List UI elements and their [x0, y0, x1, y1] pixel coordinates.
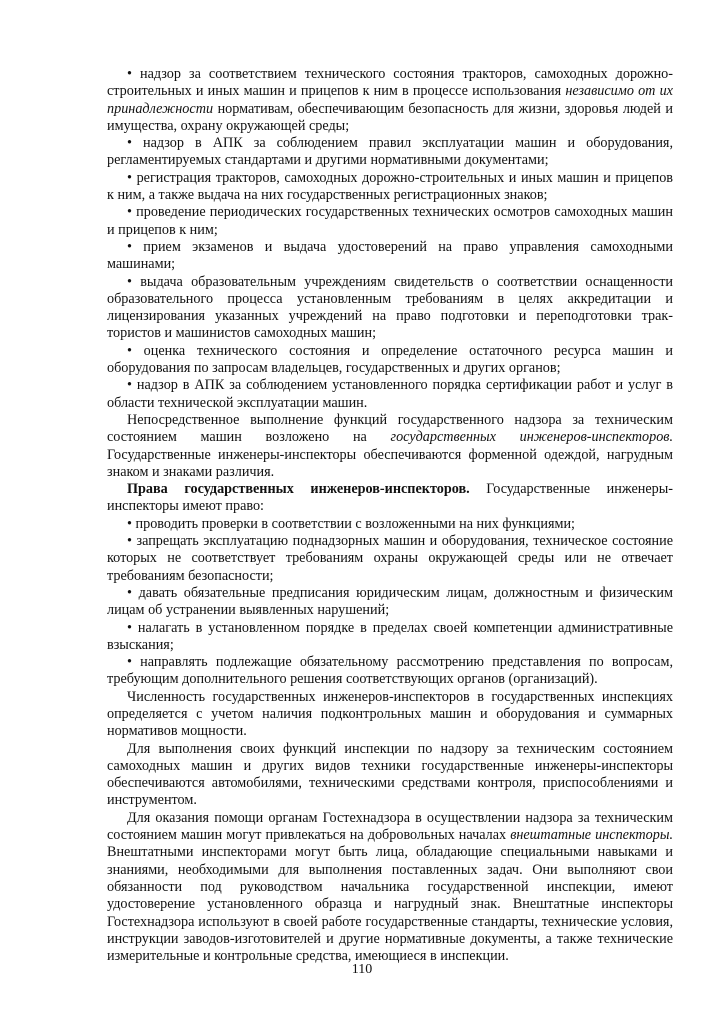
page-number: 110: [351, 962, 373, 977]
page-body: [107, 66, 673, 965]
bullet-paragraph-4: • проведение периодических государственных технических осмотров самоходных машин и прицепов к ним;: [107, 204, 673, 239]
bullet-paragraph-8: • надзор в АПК за соблюдением установленного порядка сертификации работ и услуг в области технической эксплуатации машин.: [107, 377, 673, 412]
inspectors-paragraph: Непосредственное выполнение функций государственного надзора за техническим состоянием машин возложено на государственных инженеров-инспекторов. Государственные инженеры-инспекторы обеспечиваются форменной одеждой, нагрудным знаком и знаками различия.: [107, 411, 673, 480]
rights-bullet-2: • запрещать эксплуатацию поднадзорных машин и оборудования, техническое состояние которых не соответствует требованиям охраны окружающей среды или не отвечает требованиям безопасности;: [107, 533, 673, 585]
rights-bullet-5: • направлять подлежащие обязательному рассмотрению представления по вопросам, требующим дополнительного решения соответствующих органов (организаций).: [107, 654, 673, 689]
rights-heading: Права государственных инженеров-инспекторов.: [127, 481, 470, 498]
rights-heading-paragraph: Права государственных инженеров-инспекторов. Государственные инженеры-инспекторы имеют право:: [107, 481, 673, 515]
rights-bullet-3: • давать обязательные предписания юридическим лицам, должностным и физическим лицам об устранении выявленных нарушений;: [107, 585, 673, 620]
bullet-paragraph-3: • регистрация тракторов, самоходных дорожно-строительных и иных машин и прицепов к ним, а также выдача на них государственных регистрационных знаков;: [107, 170, 673, 205]
bullet-paragraph-2: • надзор в АПК за соблюдением правил эксплуатации машин и оборудования, регламентируемых стандартами и другими нормативными документами;: [107, 135, 673, 170]
rights-bullet-1: • проводить проверки в соответствии с возложенными на них функциями;: [107, 516, 673, 533]
equipment-paragraph: Для выполнения своих функций инспекции по надзору за техническим состоянием самоходных машин и других видов техники государственные инженеры-инспекторы обеспечиваются автомобилями, техническими средствами контроля, приспособлениями и инструментом.: [107, 740, 673, 809]
rights-bullet-4: • налагать в установленном порядке в пределах своей компетенции административные взыскания;: [107, 620, 673, 655]
bullet-paragraph-1: • надзор за соответствием технического состояния тракторов, самоходных дорожно-строительных и иных машин и прицепов к ним в процессе использования независимо от их принадлежности нормативам, обеспечивающим безопасность для жизни, здоровья людей и имущества, охрану окружающей среды;: [107, 66, 673, 135]
volunteer-inspectors-paragraph: Для оказания помощи органам Гостехнадзора в осуществлении надзора за техническим состоянием машин могут привлекаться на добровольных началах внештатные инспекторы. Внештатными инспекторами могут быть лица, обладающие специальными навыками и знаниями, необходимыми для выполнения поставленных задач. Они выполняют свои обязанности под руководством начальника государственной инспекции, имеют удостоверение установленного образца и нагрудный знак. Внештатные инспекторы Гостехнадзора используют в своей работе государственные стандарты, технические условия, инструкции заводов-изготовителей и другие нормативные документы, а также технические измерительные и контрольные средства, имеющиеся в инспекции.: [107, 809, 674, 965]
bullet-paragraph-5: • прием экзаменов и выдача удостоверений на право управления самоходными машинами;: [107, 239, 673, 274]
bullet-paragraph-7: • оценка технического состояния и определение остаточного ресурса машин и оборудования по запросам владельцев, государственных и других органов;: [107, 343, 673, 378]
staffing-paragraph: Численность государственных инженеров-инспекторов в государственных инспекциях определяется с учетом наличия подконтрольных машин и оборудования и суммарных нормативов мощности.: [107, 688, 673, 740]
bullet-paragraph-6: • выдача образовательным учреждениям свидетельств о соответствии оснащенности образовательного процесса установленным требованиям в целях аккредитации и лицензирования указанных учреждений на право подготовки и переподготовки трак-тористов и машинистов самоходных машин;: [107, 274, 673, 343]
